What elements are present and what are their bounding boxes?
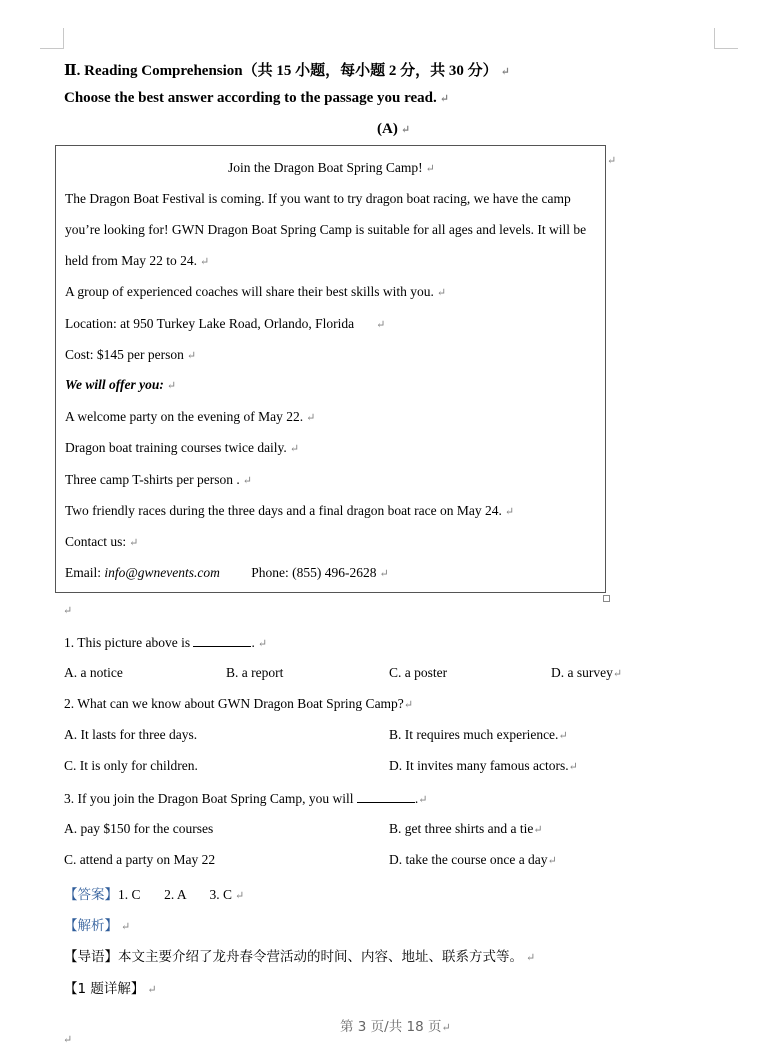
- notice-offer-item-text: Three camp T-shirts per person .: [65, 472, 240, 487]
- question-1-stem-end: .: [251, 635, 255, 650]
- detail-heading-text: 【1 题详解】: [64, 981, 145, 997]
- question-1-option-c[interactable]: [389, 665, 447, 681]
- paragraph-mark-icon: ↵: [533, 824, 543, 836]
- paragraph-mark-icon: ↵: [129, 537, 139, 549]
- question-1-option-a[interactable]: [64, 665, 123, 681]
- crop-mark-top-left-v: [63, 28, 64, 49]
- question-3-option-c[interactable]: [64, 852, 215, 868]
- notice-offer-item-text: A welcome party on the evening of May 22.: [65, 409, 304, 424]
- notice-location: [65, 316, 385, 332]
- guide-tag: 【导语】: [64, 949, 118, 965]
- option-text: B. It requires much experience.: [389, 727, 559, 742]
- question-2-option-a[interactable]: [64, 727, 197, 743]
- question-1-stem: [64, 634, 267, 651]
- paragraph-mark-icon: ↵: [235, 890, 245, 902]
- notice-para-line-3: [65, 253, 209, 269]
- answer-text: 1. C 2. A 3. C: [118, 887, 233, 902]
- notice-para-line-2: [65, 222, 586, 238]
- answer-blank: [357, 790, 415, 803]
- section-heading: [64, 59, 510, 80]
- notice-offer-heading-text: We will offer you:: [65, 377, 164, 392]
- paragraph-mark-icon: ↵: [199, 256, 210, 268]
- notice-title: [228, 160, 435, 176]
- notice-email-row: [65, 565, 389, 581]
- table-resize-handle[interactable]: [603, 595, 610, 602]
- question-3-option-b[interactable]: [389, 821, 543, 837]
- paragraph-mark-icon: ↵: [500, 66, 510, 78]
- question-1-option-d[interactable]: [551, 665, 622, 681]
- notice-offer-item: [65, 503, 514, 519]
- notice-cost: [65, 347, 196, 363]
- notice-phone: Phone: (855) 496-2628: [251, 565, 377, 580]
- notice-email-label: Email:: [65, 565, 101, 580]
- paragraph-mark-icon: ↵: [289, 443, 300, 455]
- notice-offer-item: [65, 440, 299, 456]
- paragraph-mark-icon: ↵: [242, 475, 252, 487]
- notice-contact-text: Contact us:: [65, 534, 127, 549]
- notice-para-line-1: [65, 191, 571, 207]
- question-3-option-a[interactable]: [64, 821, 213, 837]
- paragraph-mark-icon: ↵: [547, 855, 557, 867]
- guide-line: [64, 945, 535, 966]
- notice-coaches-text: A group of experienced coaches will share their best skills with you.: [65, 284, 434, 299]
- paragraph-mark-icon: ↵: [166, 380, 177, 392]
- paragraph-mark-icon: ↵: [63, 605, 73, 617]
- question-1-stem-text: 1. This picture above is: [64, 635, 191, 650]
- paragraph-mark-icon: ↵: [568, 761, 578, 773]
- option-text: C. It is only for children.: [64, 758, 198, 773]
- notice-offer-item: [65, 472, 252, 488]
- notice-offer-heading: [65, 377, 176, 393]
- paragraph-mark-icon: ↵: [418, 794, 428, 806]
- paragraph-mark-icon: ↵: [257, 638, 268, 650]
- notice-cost-text: Cost: $145 per person: [65, 347, 184, 362]
- option-text: A. pay $150 for the courses: [64, 821, 214, 836]
- option-text: D. take the course once a day: [389, 852, 548, 867]
- question-2-option-b[interactable]: [389, 727, 568, 743]
- option-text: D. a survey: [551, 665, 613, 680]
- paragraph-mark-icon: ↵: [400, 124, 411, 136]
- passage-label: [377, 121, 410, 138]
- paragraph-mark-icon: ↵: [436, 287, 447, 299]
- question-3-stem-text: 3. If you join the Dragon Boat Spring Camp, you will: [64, 791, 354, 806]
- paragraph-mark-icon: ↵: [186, 350, 197, 362]
- option-text: B. get three shirts and a tie: [389, 821, 534, 836]
- option-text: B. a report: [226, 665, 284, 680]
- answer-line: [64, 883, 244, 904]
- crop-mark-top-right-v: [714, 28, 715, 49]
- question-2-stem-text: 2. What can we know about GWN Dragon Boat Spring Camp?: [64, 696, 404, 711]
- page-footer-text: 第 3 页/共 18 页: [340, 1019, 442, 1035]
- paragraph-mark-icon: ↵: [63, 1034, 73, 1046]
- option-text: A. It lasts for three days.: [64, 727, 198, 742]
- analysis-line: [64, 914, 130, 935]
- paragraph-mark-icon: ↵: [612, 668, 623, 680]
- crop-mark-top-left-h: [40, 48, 64, 49]
- paragraph-mark-icon: ↵: [121, 921, 131, 933]
- notice-offer-item: [65, 409, 315, 425]
- instruction-text: Choose the best answer according to the passage you read.: [64, 90, 437, 106]
- section-heading-text: Ⅱ. Reading Comprehension（共 15 小题，每小题 2 分，共 30 分）: [64, 63, 498, 79]
- option-text: C. a poster: [389, 665, 448, 680]
- crop-mark-top-right-h: [714, 48, 738, 49]
- paragraph-mark-icon: ↵: [504, 506, 515, 518]
- question-2-option-d[interactable]: [389, 758, 578, 774]
- paragraph-mark-icon: ↵: [403, 699, 414, 711]
- cell-end-mark-icon: ↵: [607, 155, 617, 167]
- detail-heading: [64, 977, 157, 998]
- paragraph-mark-icon: ↵: [306, 412, 316, 424]
- notice-offer-item-text: Dragon boat training courses twice daily.: [65, 440, 287, 455]
- question-2-stem: [64, 696, 413, 712]
- paragraph-mark-icon: ↵: [441, 1022, 451, 1034]
- notice-location-text: Location: at 950 Turkey Lake Road, Orlando, Florida: [65, 316, 355, 331]
- question-3-stem-end: .: [414, 791, 419, 806]
- paragraph-mark-icon: ↵: [526, 952, 536, 964]
- paragraph-mark-icon: ↵: [376, 319, 386, 331]
- question-3-stem: [64, 790, 427, 807]
- page-footer: [340, 1015, 451, 1036]
- notice-para-line-1-text: The Dragon Boat Festival is coming. If you want to try dragon boat racing, we have the camp: [65, 191, 571, 206]
- notice-para-line-3-text: held from May 22 to 24.: [65, 253, 197, 268]
- notice-box: [55, 145, 606, 593]
- option-text: D. It invites many famous actors.: [389, 758, 569, 773]
- guide-text: 本文主要介绍了龙舟春令营活动的时间、内容、地址、联系方式等。: [118, 949, 523, 965]
- analysis-tag: 【解析】: [64, 918, 118, 934]
- answer-blank: [193, 634, 251, 647]
- notice-contact: [65, 534, 138, 550]
- paragraph-mark-icon: ↵: [558, 730, 568, 742]
- option-text: A. a notice: [64, 665, 123, 680]
- paragraph-mark-icon: ↵: [425, 163, 435, 175]
- notice-email-link[interactable]: info@gwnevents.com: [104, 565, 220, 580]
- notice-coaches: [65, 284, 446, 300]
- answer-tag: 【答案】: [64, 887, 118, 903]
- notice-offer-item-text: Two friendly races during the three days and a final dragon boat race on May 24.: [65, 503, 502, 518]
- notice-title-text: Join the Dragon Boat Spring Camp!: [228, 160, 423, 175]
- question-2-option-c[interactable]: [64, 758, 198, 774]
- notice-para-line-2-text: you’re looking for! GWN Dragon Boat Spring Camp is suitable for all ages and levels. It will be: [65, 222, 587, 237]
- passage-label-text: (A): [377, 121, 398, 137]
- paragraph-mark-icon: ↵: [147, 984, 157, 996]
- option-text: C. attend a party on May 22: [64, 852, 216, 867]
- paragraph-mark-icon: ↵: [379, 568, 389, 580]
- question-1-option-b[interactable]: [226, 665, 283, 681]
- paragraph-mark-icon: ↵: [439, 93, 449, 105]
- instruction: [64, 90, 449, 107]
- question-3-option-d[interactable]: [389, 852, 557, 868]
